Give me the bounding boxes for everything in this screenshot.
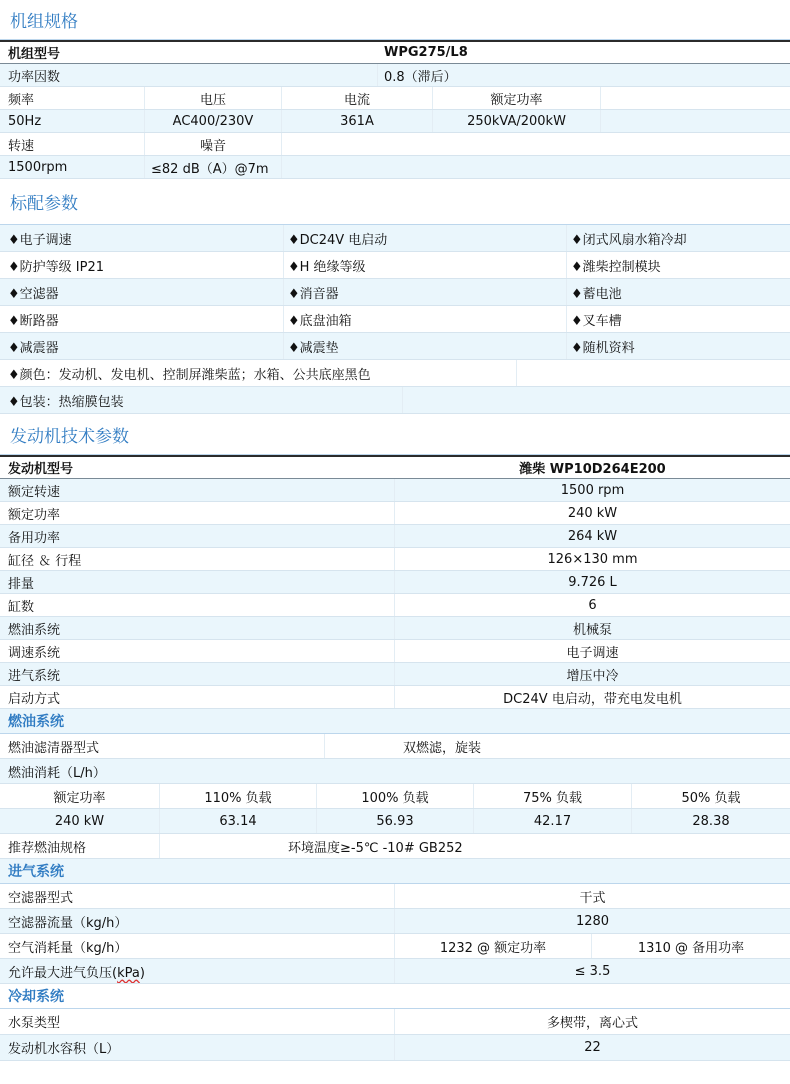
subsection-title-cooling: 冷却系统: [0, 984, 790, 1009]
packing-note: ♦包装：热缩膜包装: [0, 387, 403, 413]
spec-value: DC24V 电启动，带充电发电机: [503, 691, 682, 707]
color-note-row: [0, 360, 790, 387]
air-consumption-row: [0, 934, 790, 959]
spec-value: 增压中冷: [566, 668, 619, 684]
config-row: [0, 225, 790, 252]
speed-value: 1500rpm: [0, 156, 145, 178]
color-note: ♦颜色：发动机、发电机、控制屏潍柴蓝；水箱、公共底座黑色: [0, 360, 517, 386]
empty-cell: [403, 387, 790, 413]
intake-pressure-value: ≤ 3.5: [574, 963, 611, 979]
config-item: ♦DC24V 电启动: [284, 225, 567, 251]
config-item: ♦底盘油箱: [284, 306, 567, 332]
fuel-spec-label: 推荐燃油规格: [0, 834, 160, 858]
spec-label: 额定转速: [0, 479, 395, 501]
load-header: 额定功率: [0, 784, 160, 808]
frequency-value: 50Hz: [0, 110, 145, 132]
water-capacity-value: 22: [584, 1040, 601, 1055]
fuel-filter-label: 燃油滤清器型式: [0, 734, 325, 758]
unit-model-value: WPG275/L8: [384, 45, 468, 60]
electrical-header-row: [0, 87, 790, 110]
spec-row: [0, 571, 790, 594]
fuel-consumption-row: [0, 759, 790, 784]
config-item: ♦闭式风扇水箱冷却: [571, 232, 687, 248]
air-filter-type-label: 空滤器型式: [0, 884, 395, 908]
intake-pressure-label: [0, 959, 395, 983]
config-row: [0, 306, 790, 333]
engine-model-value: 潍柴 WP10D264E200: [519, 462, 666, 477]
engine-model-row: [0, 455, 790, 479]
spec-value: 6: [588, 597, 597, 613]
empty-cell: [517, 360, 790, 386]
spec-label: 缸数: [0, 594, 395, 616]
config-item: ♦减震器: [0, 333, 284, 359]
config-row: [0, 252, 790, 279]
air-filter-flow-value: 1280: [575, 913, 610, 929]
air-filter-type-row: [0, 884, 790, 909]
intake-pressure-row: [0, 959, 790, 984]
config-item: ♦消音器: [284, 279, 567, 305]
spec-value: 机械泵: [572, 622, 612, 638]
electrical-value-row: [0, 110, 790, 133]
config-item: ♦空滤器: [0, 279, 284, 305]
load-header: 100% 负载: [317, 784, 474, 808]
fuel-filter-row: [0, 734, 790, 759]
rated-power-label: 额定功率: [433, 87, 601, 109]
power-factor-label: 功率因数: [0, 64, 378, 86]
spec-label: 额定功率: [0, 502, 395, 524]
load-value: 42.17: [474, 809, 632, 833]
load-header: 110% 负载: [160, 784, 317, 808]
spec-label: 进气系统: [0, 663, 395, 685]
spec-row: [0, 502, 790, 525]
section-title-standard-config: 标配参数: [0, 179, 790, 225]
speed-noise-header-row: [0, 133, 790, 156]
config-item: ♦H 绝缘等级: [284, 252, 567, 278]
pump-type-label: 水泵类型: [0, 1009, 395, 1034]
section-title-engine-specs: 发动机技术参数: [0, 414, 790, 455]
air-consumption-label: 空气消耗量（kg/h）: [0, 934, 395, 958]
rated-power-value: 250kVA/200kW: [433, 110, 601, 132]
config-row: [0, 279, 790, 306]
noise-value: ≤82 dB（A）@7m: [145, 156, 282, 178]
subsection-title-fuel: 燃油系统: [0, 709, 790, 734]
spec-value: 240 kW: [567, 505, 618, 521]
config-item: ♦叉车槽: [571, 313, 622, 329]
load-value-row: [0, 809, 790, 834]
packing-note-row: [0, 387, 790, 414]
water-capacity-label: 发动机水容积（L）: [0, 1035, 395, 1060]
spec-row: [0, 663, 790, 686]
spec-label: 排量: [0, 571, 395, 593]
load-value: 56.93: [317, 809, 474, 833]
empty-cell: [601, 87, 790, 109]
current-label: 电流: [282, 87, 433, 109]
voltage-label: 电压: [145, 87, 282, 109]
fuel-spec-row: [0, 834, 790, 859]
load-header: 50% 负载: [681, 790, 741, 806]
spec-row: [0, 479, 790, 502]
section-title-unit-spec: 机组规格: [0, 0, 790, 40]
load-value: 240 kW: [0, 809, 160, 833]
air-consumption-rated: 1232 @ 额定功率: [395, 934, 592, 958]
power-factor-value: 0.8（滞后）: [384, 69, 457, 85]
spec-row: [0, 548, 790, 571]
spec-label: 启动方式: [0, 686, 395, 708]
spec-row: [0, 617, 790, 640]
power-factor-row: [0, 64, 790, 87]
load-value: 63.14: [160, 809, 317, 833]
noise-label: 噪音: [145, 133, 282, 155]
fuel-filter-value: 双燃滤，旋装: [403, 740, 482, 756]
spec-label: 燃油系统: [0, 617, 395, 639]
config-item: ♦潍柴控制模块: [571, 259, 661, 275]
pump-type-row: [0, 1009, 790, 1035]
config-item: ♦电子调速: [0, 225, 284, 251]
spec-value: 264 kW: [567, 528, 618, 544]
speed-noise-value-row: [0, 156, 790, 179]
fuel-consumption-label: 燃油消耗（L/h）: [8, 765, 106, 781]
empty-cell: [282, 156, 790, 178]
config-item: ♦防护等级 IP21: [0, 252, 284, 278]
spec-label: 缸径 ＆ 行程: [0, 548, 395, 570]
empty-cell: [282, 133, 790, 155]
spec-row: [0, 594, 790, 617]
config-item: ♦随机资料: [571, 340, 635, 356]
spellcheck-underline: kPa: [117, 965, 140, 981]
spec-label: 调速系统: [0, 640, 395, 662]
unit-model-label: 机组型号: [8, 47, 61, 62]
air-consumption-standby: 1310 @ 备用功率: [637, 940, 745, 956]
load-header: 75% 负载: [474, 784, 632, 808]
engine-model-label: 发动机型号: [8, 462, 74, 477]
air-filter-type-value: 干式: [579, 890, 606, 906]
voltage-value: AC400/230V: [145, 110, 282, 132]
load-header-row: [0, 784, 790, 809]
config-item: ♦减震垫: [284, 333, 567, 359]
spec-row: [0, 686, 790, 709]
current-value: 361A: [282, 110, 433, 132]
spec-value: 9.726 L: [568, 574, 617, 590]
intake-pressure-label-text: 允许最大进气负压(kPa): [8, 965, 145, 981]
spec-label: 备用功率: [0, 525, 395, 547]
spec-value: 126×130 mm: [547, 551, 638, 567]
spec-row: [0, 525, 790, 548]
spec-row: [0, 640, 790, 663]
config-item: ♦蓄电池: [571, 286, 622, 302]
spec-value: 1500 rpm: [560, 482, 625, 498]
spec-value: 电子调速: [566, 645, 619, 661]
pump-type-value: 多楔带，离心式: [546, 1016, 638, 1031]
air-filter-flow-label: 空滤器流量（kg/h）: [0, 909, 395, 933]
config-item: ♦断路器: [0, 306, 284, 332]
frequency-label: 频率: [0, 87, 145, 109]
load-value: 28.38: [692, 813, 730, 829]
config-row: [0, 333, 790, 360]
subsection-title-air: 进气系统: [0, 859, 790, 884]
engine-spec-table: [0, 479, 790, 709]
empty-cell: [601, 110, 790, 132]
speed-label: 转速: [0, 133, 145, 155]
air-filter-flow-row: [0, 909, 790, 934]
unit-model-row: [0, 40, 790, 64]
fuel-spec-value: 环境温度≥-5℃ -10# GB252: [288, 840, 463, 856]
water-capacity-row: [0, 1035, 790, 1061]
